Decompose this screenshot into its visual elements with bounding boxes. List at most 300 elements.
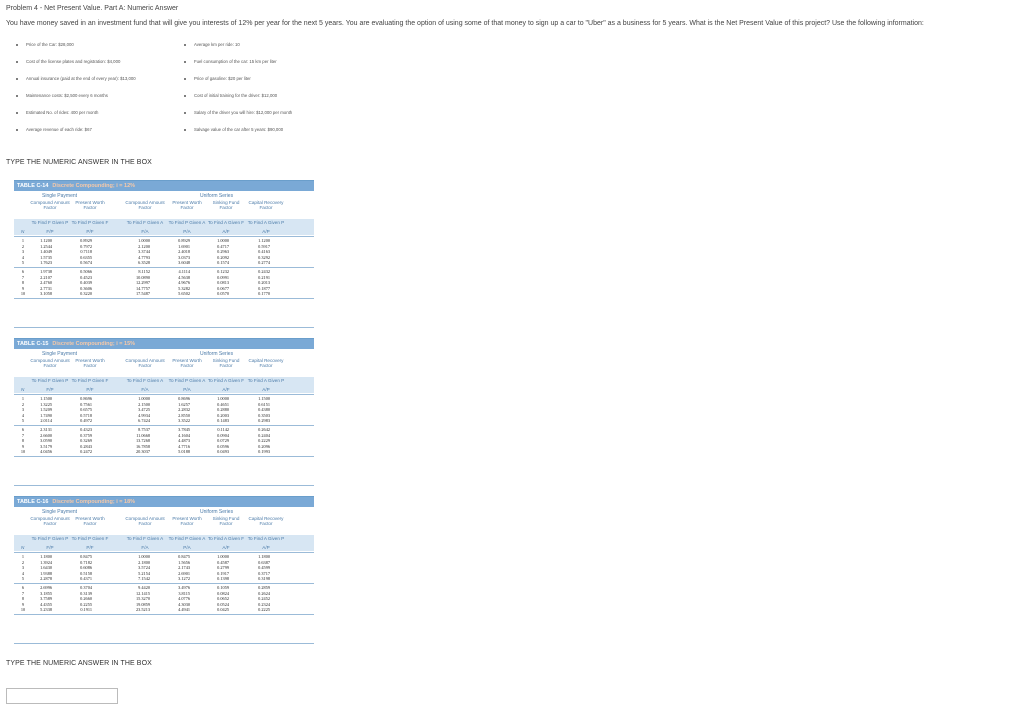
period-cell: 6 bbox=[21, 427, 25, 432]
factor-cell: 0.0904 bbox=[217, 432, 229, 438]
factor-column bbox=[246, 396, 270, 424]
column-header-name: Compound Amount Factor bbox=[125, 516, 165, 526]
column-header-find: To Find A Given F bbox=[207, 378, 245, 383]
column-header-find: To Find P Given F bbox=[71, 378, 109, 383]
table-title bbox=[14, 181, 314, 191]
table-subtitle: Discrete Compounding; i = 18% bbox=[52, 499, 136, 505]
factor-column bbox=[126, 554, 150, 582]
factor-cell: 0.2229 bbox=[258, 438, 270, 444]
factor-cell: 0.8929 bbox=[178, 238, 190, 243]
factor-column bbox=[68, 396, 92, 424]
factor-cell: 5.3282 bbox=[178, 285, 190, 291]
factor-column bbox=[68, 269, 92, 297]
factor-cell: 0.1911 bbox=[80, 607, 92, 613]
factor-cell: 0.5917 bbox=[258, 243, 270, 249]
column-header-sym: F/P bbox=[46, 545, 54, 550]
factor-cell: 0.3717 bbox=[258, 570, 270, 576]
factor-cell: 1.6430 bbox=[40, 565, 52, 571]
factor-column bbox=[68, 238, 92, 266]
factor-cell: 0.4717 bbox=[217, 243, 229, 249]
row-divider bbox=[14, 425, 314, 426]
factor-cell: 4.4355 bbox=[40, 601, 52, 607]
factor-cell: 2.8550 bbox=[178, 412, 190, 418]
column-header-sym: A/F bbox=[222, 545, 230, 550]
section-uniform-series: Uniform Series bbox=[200, 193, 234, 199]
factor-cell: 0.2963 bbox=[217, 249, 229, 255]
table-subtitle: Discrete Compounding; i = 12% bbox=[52, 183, 136, 189]
section-single-payment: Single Payment bbox=[42, 351, 78, 357]
factor-column bbox=[205, 396, 229, 424]
factor-cell: 2.2878 bbox=[40, 576, 52, 582]
column-header-sym: A/P bbox=[262, 229, 270, 234]
factor-cell: 0.0729 bbox=[217, 438, 229, 444]
section-uniform-series: Uniform Series bbox=[200, 351, 234, 357]
factor-cell: 0.2225 bbox=[258, 607, 270, 613]
factor-cell: 1.1200 bbox=[258, 238, 270, 243]
factor-cell: 0.3198 bbox=[258, 576, 270, 582]
column-header-find: To Find F Given P bbox=[31, 378, 69, 383]
factor-cell: 2.6901 bbox=[178, 570, 190, 576]
factor-column bbox=[166, 554, 190, 582]
factor-cell: 1.5209 bbox=[40, 407, 52, 413]
period-cell: 3 bbox=[21, 249, 25, 255]
factor-cell: 1.0000 bbox=[217, 396, 229, 401]
factor-cell: 0.0596 bbox=[217, 443, 229, 449]
factor-column bbox=[126, 238, 150, 266]
factor-cell: 2.1800 bbox=[138, 559, 150, 565]
factor-cell: 0.2324 bbox=[258, 601, 270, 607]
period-cell: 8 bbox=[21, 596, 25, 602]
column-header-sym: A/P bbox=[262, 387, 270, 392]
bullet-icon bbox=[16, 44, 18, 46]
factor-cell: 1.0000 bbox=[138, 238, 150, 243]
n-header: N bbox=[21, 387, 25, 392]
factor-cell: 0.3220 bbox=[80, 291, 92, 297]
table-label: TABLE C-15 bbox=[17, 341, 49, 347]
period-cell: 10 bbox=[20, 449, 26, 455]
factor-cell: 0.1917 bbox=[217, 570, 229, 576]
column-header-name: Capital Recovery Factor bbox=[248, 516, 284, 526]
period-cell: 5 bbox=[21, 418, 25, 424]
bullet-icon bbox=[184, 95, 186, 97]
factor-cell: 0.6151 bbox=[258, 401, 270, 407]
factor-cell: 0.2472 bbox=[80, 449, 92, 455]
column-header-name: Sinking Fund Factor bbox=[212, 358, 240, 368]
factor-cell: 15.3270 bbox=[136, 596, 150, 602]
factor-column bbox=[246, 554, 270, 582]
column-header-name: Present Worth Factor bbox=[172, 516, 202, 526]
column-header-find: To Find A Given F bbox=[207, 220, 245, 225]
column-header-find: To Find F Given A bbox=[126, 536, 164, 541]
period-column bbox=[19, 238, 27, 266]
column-header-find: To Find P Given F bbox=[71, 220, 109, 225]
column-header-name: Capital Recovery Factor bbox=[248, 358, 284, 368]
factor-column bbox=[205, 238, 229, 266]
factor-cell: 9.4420 bbox=[138, 585, 150, 590]
factor-cell: 2.2107 bbox=[40, 274, 52, 280]
factor-cell: 2.6996 bbox=[40, 585, 52, 590]
column-header-name: Present Worth Factor bbox=[172, 358, 202, 368]
factor-column bbox=[126, 585, 150, 613]
period-cell: 9 bbox=[21, 443, 25, 449]
factor-cell: 1.6901 bbox=[178, 243, 190, 249]
factor-cell: 1.1500 bbox=[258, 396, 270, 401]
column-header-sym: A/F bbox=[222, 229, 230, 234]
row-divider bbox=[14, 236, 314, 237]
column-header-sym: P/F bbox=[86, 387, 94, 392]
period-cell: 6 bbox=[21, 585, 25, 590]
factor-cell: 0.2843 bbox=[80, 443, 92, 449]
factor-cell: 0.1574 bbox=[217, 260, 229, 266]
period-cell: 5 bbox=[21, 260, 25, 266]
bullet-icon bbox=[184, 129, 186, 131]
factor-cell: 2.4760 bbox=[40, 280, 52, 286]
column-header-find: To Find A Given F bbox=[207, 536, 245, 541]
factor-cell: 0.6387 bbox=[258, 559, 270, 565]
info-item: Price of the Car: $28,000 bbox=[16, 42, 74, 47]
factor-column bbox=[28, 238, 52, 266]
column-header-find: To Find P Given A bbox=[168, 536, 206, 541]
factor-cell: 3.0590 bbox=[40, 438, 52, 444]
period-cell: 2 bbox=[21, 559, 25, 565]
period-cell: 1 bbox=[21, 396, 25, 401]
factor-cell: 4.0776 bbox=[178, 596, 190, 602]
factor-cell: 3.3522 bbox=[178, 418, 190, 424]
info-item: Average revenue of each ride: $67 bbox=[16, 127, 92, 132]
factor-cell: 0.2642 bbox=[258, 427, 270, 432]
factor-cell: 0.4972 bbox=[80, 418, 92, 424]
section-uniform-series: Uniform Series bbox=[200, 509, 234, 515]
factor-cell: 0.1142 bbox=[217, 427, 229, 432]
column-header-name: Compound Amount Factor bbox=[30, 358, 70, 368]
column-header-find: To Find A Given P bbox=[247, 378, 285, 383]
column-header-find: To Find F Given P bbox=[31, 220, 69, 225]
factor-cell: 0.1993 bbox=[258, 449, 270, 455]
column-header-name: Sinking Fund Factor bbox=[212, 516, 240, 526]
column-header-name: Compound Amount Factor bbox=[125, 358, 165, 368]
bullet-icon bbox=[16, 78, 18, 80]
factor-cell: 0.7972 bbox=[80, 243, 92, 249]
factor-column bbox=[68, 585, 92, 613]
factor-cell: 1.4049 bbox=[40, 249, 52, 255]
factor-cell: 0.2799 bbox=[217, 565, 229, 571]
factor-cell: 0.6575 bbox=[80, 407, 92, 413]
factor-cell: 0.7561 bbox=[80, 401, 92, 407]
period-cell: 7 bbox=[21, 432, 25, 438]
factor-cell: 0.1770 bbox=[258, 291, 270, 297]
factor-cell: 0.2859 bbox=[258, 585, 270, 590]
factor-column bbox=[68, 427, 92, 455]
column-header-sym: F/A bbox=[141, 387, 149, 392]
info-item: Salary of the driver you will hire: $12,000 per month bbox=[184, 110, 292, 115]
column-header-find: To Find F Given P bbox=[31, 536, 69, 541]
period-cell: 10 bbox=[20, 291, 26, 297]
factor-column bbox=[126, 269, 150, 297]
factor-column bbox=[205, 585, 229, 613]
column-header-name: Present Worth Factor bbox=[172, 200, 202, 210]
column-header-name: Compound Amount Factor bbox=[30, 516, 70, 526]
period-cell: 8 bbox=[21, 438, 25, 444]
factor-cell: 3.5724 bbox=[138, 565, 150, 571]
factor-column bbox=[28, 427, 52, 455]
column-header-sym: F/A bbox=[141, 229, 149, 234]
factor-cell: 0.4651 bbox=[217, 401, 229, 407]
factor-column bbox=[126, 396, 150, 424]
factor-cell: 1.5656 bbox=[178, 559, 190, 565]
period-cell: 9 bbox=[21, 285, 25, 291]
section-single-payment: Single Payment bbox=[42, 509, 78, 515]
factor-cell: 1.2544 bbox=[40, 243, 52, 249]
info-item: Maintenance costs: $2,500 every 6 months bbox=[16, 93, 108, 98]
period-cell: 7 bbox=[21, 590, 25, 596]
column-header-sym: F/P bbox=[46, 229, 54, 234]
factor-cell: 0.7182 bbox=[80, 559, 92, 565]
factor-cell: 0.3292 bbox=[258, 254, 270, 260]
column-header-find: To Find P Given F bbox=[71, 536, 109, 541]
factor-cell: 1.1500 bbox=[40, 396, 52, 401]
column-header-find: To Find F Given A bbox=[126, 220, 164, 225]
column-header-sym: P/A bbox=[183, 229, 191, 234]
factor-cell: 2.2832 bbox=[178, 407, 190, 413]
factor-cell: 0.2092 bbox=[217, 254, 229, 260]
factor-cell: 12.2997 bbox=[136, 280, 150, 286]
factor-cell: 0.2774 bbox=[258, 260, 270, 266]
info-item: Cost of the license plates and registration: $4,000 bbox=[16, 59, 120, 64]
row-divider bbox=[14, 643, 314, 644]
factor-column bbox=[28, 585, 52, 613]
row-divider bbox=[14, 298, 314, 299]
period-column bbox=[19, 269, 27, 297]
factor-column bbox=[28, 269, 52, 297]
factor-cell: 13.7268 bbox=[136, 438, 150, 444]
factor-cell: 0.4380 bbox=[258, 407, 270, 413]
table-title bbox=[14, 497, 314, 507]
factor-cell: 0.5674 bbox=[80, 260, 92, 266]
info-item: Cost of initial training for the driver: $12,000 bbox=[184, 93, 277, 98]
column-header-find: To Find A Given P bbox=[247, 220, 285, 225]
factor-column bbox=[28, 554, 52, 582]
factor-cell: 0.5158 bbox=[80, 570, 92, 576]
row-divider bbox=[14, 394, 314, 395]
period-cell: 8 bbox=[21, 280, 25, 286]
factor-cell: 2.7731 bbox=[40, 285, 52, 291]
factor-cell: 0.3606 bbox=[80, 285, 92, 291]
factor-cell: 1.1200 bbox=[40, 238, 52, 243]
column-header-find: To Find A Given P bbox=[247, 536, 285, 541]
factor-cell: 3.1855 bbox=[40, 590, 52, 596]
factor-cell: 0.7118 bbox=[80, 249, 92, 255]
column-header-name: Sinking Fund Factor bbox=[212, 200, 240, 210]
answer-input[interactable] bbox=[6, 688, 118, 704]
factor-cell: 0.2983 bbox=[258, 418, 270, 424]
factor-cell: 0.0425 bbox=[217, 607, 229, 613]
factor-cell: 0.2880 bbox=[217, 407, 229, 413]
column-header-name: Compound Amount Factor bbox=[125, 200, 165, 210]
factor-cell: 0.5066 bbox=[80, 269, 92, 274]
factor-cell: 0.3139 bbox=[80, 590, 92, 596]
factor-cell: 0.2660 bbox=[80, 596, 92, 602]
factor-column bbox=[166, 427, 190, 455]
factor-cell: 0.3269 bbox=[80, 438, 92, 444]
factor-cell: 2.6600 bbox=[40, 432, 52, 438]
factor-column bbox=[68, 554, 92, 582]
factor-cell: 1.0000 bbox=[138, 554, 150, 559]
factor-cell: 1.0000 bbox=[217, 554, 229, 559]
row-divider bbox=[14, 614, 314, 615]
factor-cell: 2.0114 bbox=[40, 418, 52, 424]
factor-cell: 1.3924 bbox=[40, 559, 52, 565]
period-cell: 5 bbox=[21, 576, 25, 582]
factor-cell: 3.0373 bbox=[178, 254, 190, 260]
period-cell: 2 bbox=[21, 401, 25, 407]
bullet-icon bbox=[184, 78, 186, 80]
factor-cell: 4.3030 bbox=[178, 601, 190, 607]
info-item: Estimated No. of rides: 400 per month bbox=[16, 110, 98, 115]
factor-cell: 0.4039 bbox=[80, 280, 92, 286]
column-header-sym: A/P bbox=[262, 545, 270, 550]
factor-cell: 0.2003 bbox=[217, 412, 229, 418]
info-item: Price of gasoline: $20 per liter bbox=[184, 76, 251, 81]
row-divider bbox=[14, 485, 314, 486]
factor-cell: 8.1152 bbox=[138, 269, 150, 274]
factor-cell: 0.6355 bbox=[80, 254, 92, 260]
factor-column bbox=[246, 238, 270, 266]
factor-cell: 0.2013 bbox=[258, 280, 270, 286]
factor-cell: 0.2096 bbox=[258, 443, 270, 449]
bullet-icon bbox=[16, 112, 18, 114]
row-divider bbox=[14, 552, 314, 553]
period-column bbox=[19, 585, 27, 613]
n-header: N bbox=[21, 545, 25, 550]
row-divider bbox=[14, 267, 314, 268]
period-cell: 1 bbox=[21, 554, 25, 559]
factor-cell: 0.0524 bbox=[217, 601, 229, 607]
factor-cell: 4.9676 bbox=[178, 280, 190, 286]
factor-cell: 4.1604 bbox=[178, 432, 190, 438]
factor-column bbox=[166, 238, 190, 266]
factor-cell: 3.4976 bbox=[178, 585, 190, 590]
period-cell: 9 bbox=[21, 601, 25, 607]
row-divider bbox=[14, 583, 314, 584]
column-header-name: Present Worth Factor bbox=[75, 200, 105, 210]
factor-cell: 0.1232 bbox=[217, 269, 229, 274]
bullet-icon bbox=[184, 44, 186, 46]
period-cell: 3 bbox=[21, 565, 25, 571]
factor-cell: 3.8115 bbox=[178, 590, 190, 596]
factor-column bbox=[28, 396, 52, 424]
bullet-icon bbox=[184, 112, 186, 114]
factor-cell: 0.3759 bbox=[80, 432, 92, 438]
factor-cell: 10.0890 bbox=[136, 274, 150, 280]
factor-column bbox=[166, 396, 190, 424]
factor-cell: 0.6086 bbox=[80, 565, 92, 571]
factor-column bbox=[205, 554, 229, 582]
column-header-name: Present Worth Factor bbox=[75, 358, 105, 368]
factor-cell: 4.4941 bbox=[178, 607, 190, 613]
bullet-icon bbox=[16, 95, 18, 97]
factor-cell: 1.9738 bbox=[40, 269, 52, 274]
factor-cell: 2.1500 bbox=[138, 401, 150, 407]
period-cell: 1 bbox=[21, 238, 25, 243]
period-cell: 4 bbox=[21, 254, 25, 260]
column-header-sym: P/A bbox=[183, 545, 191, 550]
factor-cell: 3.1272 bbox=[178, 576, 190, 582]
info-item: Fuel consumption of the car: 15 km per liter bbox=[184, 59, 277, 64]
factor-table bbox=[14, 180, 314, 328]
row-divider bbox=[14, 327, 314, 328]
column-header-sym: P/A bbox=[183, 387, 191, 392]
factor-cell: 1.0000 bbox=[138, 396, 150, 401]
factor-cell: 1.9388 bbox=[40, 570, 52, 576]
factor-column bbox=[205, 269, 229, 297]
factor-cell: 0.0813 bbox=[217, 280, 229, 286]
factor-cell: 0.3503 bbox=[258, 412, 270, 418]
period-cell: 3 bbox=[21, 407, 25, 413]
factor-cell: 0.0677 bbox=[217, 285, 229, 291]
factor-cell: 0.0652 bbox=[217, 596, 229, 602]
column-header-find: To Find P Given A bbox=[168, 220, 206, 225]
section-single-payment: Single Payment bbox=[42, 193, 78, 199]
row-divider bbox=[14, 456, 314, 457]
table-label: TABLE C-14 bbox=[17, 183, 49, 189]
factor-cell: 19.0859 bbox=[136, 601, 150, 607]
factor-column bbox=[166, 269, 190, 297]
factor-cell: 0.8696 bbox=[80, 396, 92, 401]
factor-column bbox=[205, 427, 229, 455]
factor-cell: 8.7537 bbox=[138, 427, 150, 432]
factor-cell: 4.9934 bbox=[138, 412, 150, 418]
factor-cell: 0.4163 bbox=[258, 249, 270, 255]
factor-cell: 5.2154 bbox=[138, 570, 150, 576]
factor-cell: 1.1800 bbox=[258, 554, 270, 559]
factor-cell: 0.8929 bbox=[80, 238, 92, 243]
column-header-sym: P/F bbox=[86, 229, 94, 234]
factor-cell: 0.0493 bbox=[217, 449, 229, 455]
factor-column bbox=[246, 585, 270, 613]
factor-cell: 0.8696 bbox=[178, 396, 190, 401]
factor-cell: 1.6257 bbox=[178, 401, 190, 407]
prompt-bottom: TYPE THE NUMERIC ANSWER IN THE BOX bbox=[6, 660, 152, 667]
column-header-sym: F/A bbox=[141, 545, 149, 550]
factor-cell: 3.6048 bbox=[178, 260, 190, 266]
factor-cell: 4.4873 bbox=[178, 438, 190, 444]
factor-cell: 4.5638 bbox=[178, 274, 190, 280]
factor-cell: 3.1058 bbox=[40, 291, 52, 297]
factor-cell: 1.5735 bbox=[40, 254, 52, 260]
factor-cell: 0.8475 bbox=[178, 554, 190, 559]
table-subtitle: Discrete Compounding; i = 15% bbox=[52, 341, 136, 347]
factor-cell: 5.6502 bbox=[178, 291, 190, 297]
column-header-name: Present Worth Factor bbox=[75, 516, 105, 526]
prompt-top: TYPE THE NUMERIC ANSWER IN THE BOX bbox=[6, 159, 152, 166]
column-header-sym: P/F bbox=[86, 545, 94, 550]
period-column bbox=[19, 396, 27, 424]
column-header-sym: A/F bbox=[222, 387, 230, 392]
factor-cell: 0.1877 bbox=[258, 285, 270, 291]
bullet-icon bbox=[184, 61, 186, 63]
column-header-find: To Find P Given A bbox=[168, 378, 206, 383]
factor-cell: 3.3744 bbox=[138, 249, 150, 255]
column-header-name: Compound Amount Factor bbox=[30, 200, 70, 210]
factor-column bbox=[166, 585, 190, 613]
factor-cell: 1.7490 bbox=[40, 412, 52, 418]
problem-question: You have money saved in an investment fund that will give you interests of 12% per year for the next 5 years. You are evaluating the option of using some of that money to sign up a car to "Uber" as a business for 5 years. What is the Net Present Value of this project? Use the following information: bbox=[6, 20, 924, 27]
factor-cell: 3.5179 bbox=[40, 443, 52, 449]
column-header-find: To Find F Given A bbox=[126, 378, 164, 383]
factor-cell: 1.0000 bbox=[217, 238, 229, 243]
factor-cell: 3.7589 bbox=[40, 596, 52, 602]
factor-cell: 5.2338 bbox=[40, 607, 52, 613]
